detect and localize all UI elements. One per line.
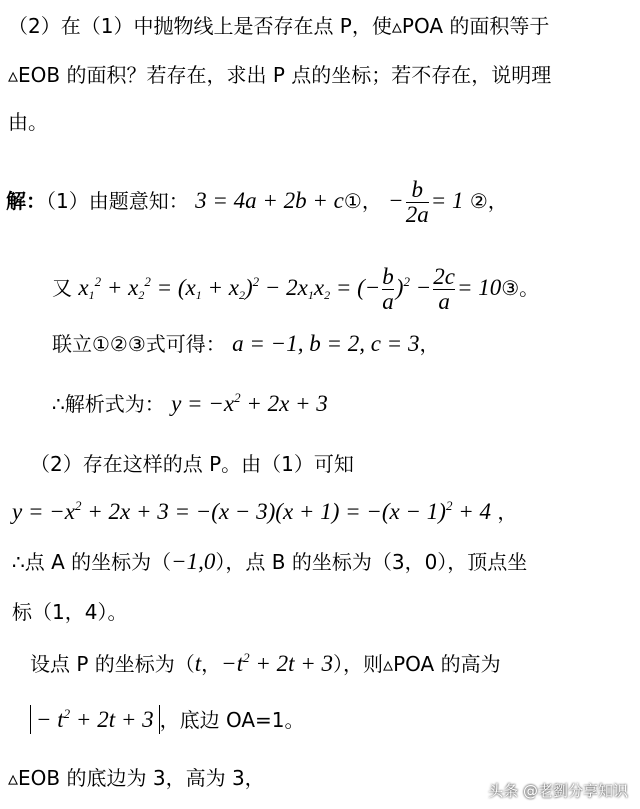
problem-line-3: 由。 (8, 110, 48, 134)
solution-line-8: 标（1，4）。 (12, 600, 128, 624)
solution-line-10: − $t^2 + 2t + 3$ ，底边 OA=1。 (30, 706, 305, 734)
watermark: 头条 @老劉分享知识 (488, 782, 628, 800)
problem-line-1: （2）在（1）中抛物线上是否存在点 P，使▵POA 的面积等于 (8, 14, 550, 38)
solution-line-2: 又 $x_1^2 + x_2^2 = (x_1 + x_2)^2 - 2x_1x_2$ = (− $\frac{b}{a}$ )$^2$ − $\frac{2c}{a}$ = 10③。 (52, 264, 540, 314)
solution-line-11: ▵EOB 的底边为 3，高为 3， (8, 766, 265, 790)
solution-line-9: 设点 P 的坐标为（t，$-t^2 + 2t + 3$），则▵POA 的高为 (30, 650, 501, 676)
problem-line-2: ▵EOB 的面积？若存在，求出 P 点的坐标；若不存在，说明理 (8, 63, 552, 87)
solution-line-4: ∴解析式为： $y = -x^2 + 2x + 3$ (52, 390, 328, 416)
solution-line-6: $y = -x^2 + 2x + 3 = -(x - 3)(x + 1) = -(x - 1)^2 + 4$ ， (12, 498, 518, 524)
solution-line-7: ∴点 A 的坐标为（−1,0），点 B 的坐标为（3，0），顶点坐 (12, 549, 528, 574)
solution-line-5: （2）存在这样的点 P。由（1）可知 (30, 452, 354, 476)
triangle-icon: ▵ (8, 63, 19, 87)
triangle-icon: ▵ (383, 652, 394, 676)
solution-line-3: 联立①②③式可得： a = −1, b = 2, c = 3， (52, 331, 440, 356)
triangle-icon: ▵ (8, 766, 19, 790)
triangle-icon: ▵ (391, 14, 402, 38)
solution-line-1: 解：（1）由题意知： 3 = 4a + 2b + c①， − $\frac{b}{2a}$ = 1 ②， (6, 177, 508, 227)
